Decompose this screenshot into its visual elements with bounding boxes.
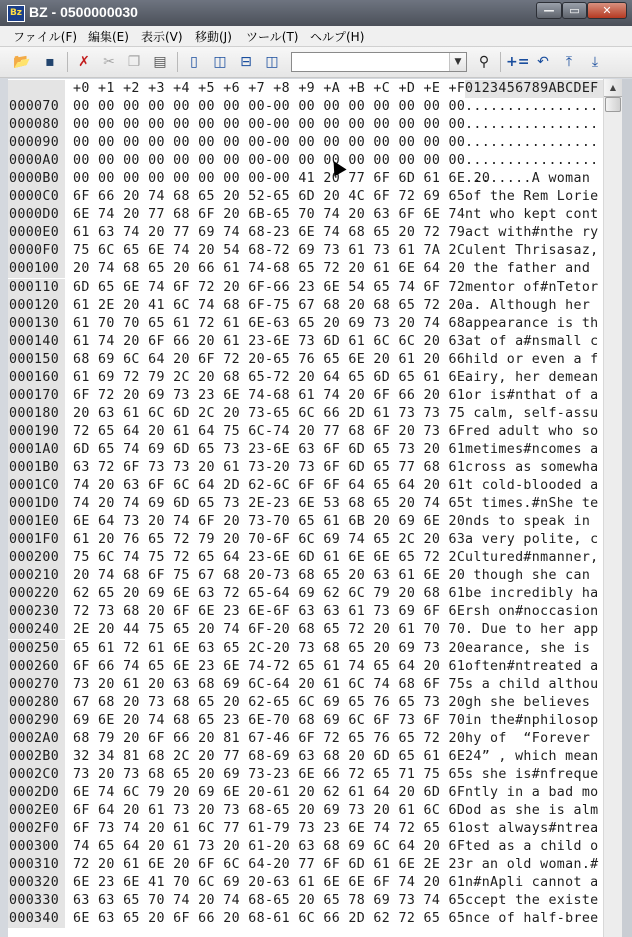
row-hex-bytes[interactable]: 20 74 68 6F 75 67 68 20-73 68 65 20 63 61 6E 20 (73, 568, 466, 584)
row-hex-bytes[interactable]: 74 65 64 20 61 73 20 61-20 63 68 69 6C 64 20 6F (73, 839, 466, 855)
row-address: 000170 (8, 387, 65, 405)
row-address: 000270 (8, 676, 65, 694)
row-ascii-text[interactable]: a. Although her (465, 297, 599, 313)
row-address: 000100 (8, 260, 65, 278)
view-split-v-icon[interactable]: ◫ (213, 54, 227, 70)
row-hex-bytes[interactable]: 73 20 61 20 63 68 69 6C-64 20 61 6C 74 68 6F 75 (73, 676, 466, 692)
row-ascii-text[interactable]: appearance is th (465, 315, 599, 331)
row-hex-bytes[interactable]: 67 68 20 73 68 65 20 62-65 6C 69 65 76 65 73 20 (73, 694, 466, 710)
row-hex-bytes[interactable]: 00 00 00 00 00 00 00 00-00 00 00 00 00 00 00 00 (73, 99, 466, 114)
menu-edit[interactable]: 編集(E) (88, 30, 129, 44)
hex-row[interactable] (8, 766, 611, 784)
row-ascii-text[interactable]: ost always#ntrea (465, 821, 599, 836)
row-hex-bytes[interactable]: 00 00 00 00 00 00 00 00-00 41 20 77 6F 6D 61 6E 20 (73, 171, 491, 187)
hex-row[interactable] (8, 730, 611, 748)
vertical-scrollbar[interactable] (603, 79, 622, 937)
row-hex-bytes[interactable]: 6E 74 20 77 68 6F 20 6B-65 70 74 20 63 6F 6E 74 (73, 207, 466, 223)
row-hex-bytes[interactable]: 61 74 20 6F 66 20 61 23-6E 73 6D 61 6C 6C 20 63 (73, 333, 466, 349)
hex-row[interactable] (8, 856, 611, 874)
row-hex-bytes[interactable]: 61 63 74 20 77 69 74 68-23 6E 74 68 65 20 72 79 (73, 225, 466, 241)
row-ascii-text[interactable]: metimes#ncomes a (465, 441, 599, 457)
row-ascii-text[interactable]: though she can (465, 568, 599, 584)
ascii-column-header: 0123456789ABCDEF (465, 80, 603, 98)
row-address: 000180 (8, 405, 65, 423)
hex-row[interactable] (8, 603, 611, 621)
hex-row[interactable] (8, 531, 611, 549)
row-address: 0000A0 (8, 152, 65, 170)
row-ascii-text[interactable]: . Due to her app (465, 622, 599, 638)
row-address: 0001C0 (8, 477, 65, 495)
menu-view[interactable]: 表示(V) (141, 30, 183, 44)
toolbar-separator (500, 52, 501, 72)
row-hex-bytes[interactable]: 61 2E 20 41 6C 74 68 6F-75 67 68 20 68 65 72 20 (73, 297, 466, 313)
hex-row[interactable] (8, 820, 611, 838)
row-address: 0001A0 (8, 441, 65, 459)
row-hex-bytes[interactable]: 74 20 74 69 6D 65 73 2E-23 6E 53 68 65 20 74 65 (73, 496, 466, 512)
scroll-up-icon[interactable]: ▲ (604, 79, 622, 97)
row-address: 000080 (8, 116, 65, 134)
save-icon[interactable]: ▪ (45, 54, 55, 70)
chevron-down-icon[interactable]: ▼ (449, 53, 466, 71)
row-ascii-text[interactable]: mentor of#nTetor (465, 279, 599, 295)
row-ascii-text[interactable]: the father and (465, 261, 599, 277)
copy-icon[interactable]: ❐ (127, 54, 141, 70)
hex-row[interactable] (8, 351, 611, 369)
row-ascii-text[interactable]: earance, she is (465, 640, 599, 656)
row-address: 000280 (8, 694, 65, 712)
menu-file[interactable]: ファイル(F) (13, 30, 78, 44)
row-ascii-text[interactable]: s a child althou (465, 676, 599, 692)
search-input[interactable] (292, 53, 450, 71)
row-hex-bytes[interactable]: 6E 64 73 20 74 6F 20 73-70 65 61 6B 20 69 6E 20 (73, 514, 466, 530)
row-hex-bytes[interactable]: 68 79 20 6F 66 20 81 67-46 6F 72 65 76 65 72 20 (73, 730, 466, 746)
row-hex-bytes[interactable]: 69 6E 20 74 68 65 23 6E-70 68 69 6C 6F 73 6F 70 (73, 712, 466, 728)
row-ascii-text[interactable]: hild or even a f (465, 351, 599, 367)
row-hex-bytes[interactable]: 6E 74 6C 79 20 69 6E 20-61 20 62 61 64 20 6D 6F (73, 784, 466, 800)
jump-bottom-icon[interactable]: ⤓ (591, 54, 599, 70)
row-ascii-text[interactable]: act with#nthe ry (465, 225, 599, 241)
row-address: 0002F0 (8, 820, 65, 838)
row-hex-bytes[interactable]: 63 72 6F 73 73 20 61 73-20 73 6F 6D 65 77 68 61 (73, 460, 466, 475)
row-address: 000190 (8, 423, 65, 441)
row-address: 000090 (8, 134, 65, 152)
hex-row[interactable] (8, 297, 611, 315)
jump-top-icon[interactable]: ⤒ (565, 54, 573, 70)
row-ascii-text[interactable]: gh she believes (465, 694, 599, 710)
close-button[interactable]: ✕ (587, 2, 627, 19)
row-hex-bytes[interactable]: 6F 73 74 20 61 6C 77 61-79 73 23 6E 74 72 65 61 (73, 821, 466, 836)
row-address: 000260 (8, 658, 65, 676)
row-hex-bytes[interactable]: 72 65 64 20 61 64 75 6C-74 20 77 68 6F 20 73 6F (73, 423, 466, 439)
row-ascii-text[interactable]: be incredibly ha (465, 586, 599, 602)
row-address: 000330 (8, 892, 65, 910)
row-hex-bytes[interactable]: 61 20 76 65 72 79 20 70-6F 6C 69 74 65 2C 20 63 (73, 532, 466, 548)
row-address: 000340 (8, 910, 65, 928)
row-ascii-text[interactable]: ntly in a bad mo (465, 784, 599, 800)
row-ascii-text[interactable]: nt who kept cont (465, 207, 599, 223)
row-address: 0001D0 (8, 495, 65, 513)
row-address: 000230 (8, 603, 65, 621)
row-ascii-text[interactable]: ultured#nmanner, (465, 550, 599, 566)
row-hex-bytes[interactable]: 00 00 00 00 00 00 00 00-00 00 00 00 00 00 00 00 (73, 135, 466, 151)
row-ascii-text[interactable]: 24” , which mean (465, 748, 599, 764)
row-hex-bytes[interactable]: 6D 65 74 69 6D 65 73 23-6E 63 6F 6D 65 73 20 61 (73, 441, 466, 457)
view-split-h-icon[interactable]: ⊟ (240, 54, 252, 70)
row-address: 000210 (8, 567, 65, 585)
row-address: 0002A0 (8, 730, 65, 748)
hex-row[interactable] (8, 910, 611, 928)
row-ascii-text[interactable]: ulent Thrisasaz, (465, 243, 599, 259)
row-ascii-text[interactable]: often#ntreated a (465, 658, 599, 674)
row-ascii-text[interactable]: ................ (465, 153, 599, 169)
row-hex-bytes[interactable]: 6F 66 74 65 6E 23 6E 74-72 65 61 74 65 64 20 61 (73, 658, 466, 674)
row-ascii-text[interactable]: red adult who so (465, 423, 599, 439)
row-hex-bytes[interactable]: 74 20 63 6F 6C 64 2D 62-6C 6F 6F 64 65 64 20 61 (73, 478, 466, 494)
row-hex-bytes[interactable]: 2E 20 44 75 65 20 74 6F-20 68 65 72 20 61 70 70 (73, 622, 466, 638)
row-hex-bytes[interactable]: 62 65 20 69 6E 63 72 65-64 69 62 6C 79 20 68 61 (73, 586, 466, 602)
hex-row[interactable] (8, 585, 611, 603)
row-ascii-text[interactable]: ccept the existe (465, 893, 599, 909)
row-ascii-text[interactable]: ................ (465, 99, 599, 114)
row-hex-bytes[interactable]: 61 70 70 65 61 72 61 6E-63 65 20 69 73 20 74 68 (73, 315, 466, 331)
row-address: 000220 (8, 585, 65, 603)
row-hex-bytes[interactable]: 6E 23 6E 41 70 6C 69 20-63 61 6E 6E 6F 74 20 61 (73, 875, 466, 891)
row-address: 0002D0 (8, 784, 65, 802)
menu-help[interactable]: ヘルプ(H) (310, 30, 365, 44)
hex-row[interactable] (8, 477, 611, 495)
row-address: 000140 (8, 333, 65, 351)
row-address: 000240 (8, 621, 65, 639)
row-hex-bytes[interactable]: 20 63 61 6C 6D 2C 20 73-65 6C 66 2D 61 73 73 75 (73, 405, 466, 421)
row-ascii-text[interactable]: n#nApli cannot a (465, 875, 599, 891)
hex-row[interactable] (8, 260, 611, 278)
open-folder-icon[interactable]: 📂 (13, 54, 31, 70)
hex-row[interactable] (8, 892, 611, 910)
row-ascii-text[interactable]: nds to speak in (465, 514, 599, 530)
hex-row[interactable] (8, 838, 611, 856)
cut-icon[interactable]: ✂ (103, 54, 115, 70)
hex-row[interactable] (8, 640, 611, 658)
hex-view[interactable] (8, 79, 611, 937)
row-ascii-text[interactable]: cross as somewha (465, 460, 599, 475)
row-address: 000250 (8, 640, 65, 658)
row-address: 000160 (8, 369, 65, 387)
search-combobox[interactable] (291, 52, 467, 72)
hex-row[interactable] (8, 170, 611, 188)
row-hex-bytes[interactable]: 6F 64 20 61 73 20 73 68-65 20 69 73 20 61 6C 6D (73, 802, 466, 818)
row-hex-bytes[interactable]: 32 34 81 68 2C 20 77 68-69 63 68 20 6D 65 61 6E (73, 748, 466, 764)
row-address: 000320 (8, 874, 65, 892)
row-hex-bytes[interactable]: 63 63 65 70 74 20 74 68-65 20 65 78 69 73 74 65 (73, 893, 466, 909)
row-ascii-text[interactable]: of the Rem Lorie (465, 189, 599, 205)
row-ascii-text[interactable]: a very polite, c (465, 532, 599, 548)
row-address: 000070 (8, 98, 65, 116)
hex-row[interactable] (8, 387, 611, 405)
hex-row[interactable] (8, 98, 611, 116)
row-hex-bytes[interactable]: 72 73 68 20 6F 6E 23 6E-6F 63 63 61 73 69 6F 6E (73, 604, 466, 620)
menu-move[interactable]: 移動(J) (195, 30, 232, 44)
offset-header-cell (8, 80, 65, 98)
hex-row[interactable] (8, 134, 611, 152)
hex-row[interactable] (8, 621, 611, 639)
row-address: 0002B0 (8, 748, 65, 766)
hex-row[interactable] (8, 513, 611, 531)
row-hex-bytes[interactable]: 6F 72 20 69 73 23 6E 74-68 61 74 20 6F 66 20 61 (73, 387, 466, 403)
hex-row[interactable] (8, 279, 611, 297)
row-address: 0001F0 (8, 531, 65, 549)
row-address: 000200 (8, 549, 65, 567)
maximize-button[interactable]: ▭ (562, 2, 587, 19)
row-ascii-text[interactable]: ................ (465, 135, 599, 151)
row-ascii-text[interactable]: in the#nphilosop (465, 712, 599, 728)
hex-row[interactable] (8, 369, 611, 387)
scroll-thumb[interactable] (605, 97, 621, 112)
hex-row[interactable] (8, 242, 611, 260)
row-address: 000290 (8, 712, 65, 730)
row-address: 0000C0 (8, 188, 65, 206)
toolbar-separator (177, 52, 178, 72)
row-ascii-text[interactable]: r an old woman.# (465, 857, 599, 873)
row-address: 000310 (8, 856, 65, 874)
row-ascii-text[interactable]: ........A woman (465, 171, 599, 187)
title-bar[interactable] (0, 0, 632, 26)
row-address: 0000E0 (8, 224, 65, 242)
row-ascii-text[interactable]: hy of “Forever (465, 730, 599, 746)
hex-row[interactable] (8, 315, 611, 333)
hex-row[interactable] (8, 333, 611, 351)
row-hex-bytes[interactable]: 6E 63 65 20 6F 66 20 68-61 6C 66 2D 62 72 65 65 (73, 911, 466, 927)
row-ascii-text[interactable]: or is#nthat of a (465, 387, 599, 403)
view-compare-icon[interactable]: ◫ (265, 54, 279, 70)
row-hex-bytes[interactable]: 75 6C 65 6E 74 20 54 68-72 69 73 61 73 61 7A 2C (73, 243, 466, 259)
hex-row[interactable] (8, 748, 611, 766)
row-address: 0000B0 (8, 170, 65, 188)
hex-row[interactable] (8, 495, 611, 513)
paste-icon[interactable]: ▤ (153, 54, 167, 70)
row-address: 0001E0 (8, 513, 65, 531)
row-hex-bytes[interactable]: 00 00 00 00 00 00 00 00-00 00 00 00 00 00 00 00 (73, 153, 466, 169)
hex-row[interactable] (8, 784, 611, 802)
row-ascii-text[interactable]: nce of half-bree (465, 911, 599, 927)
row-hex-bytes[interactable]: 73 20 73 68 65 20 69 73-23 6E 66 72 65 71 75 65 (73, 766, 466, 782)
menu-tools[interactable]: ツール(T) (246, 30, 299, 44)
row-ascii-text[interactable]: calm, self-assu (465, 405, 599, 421)
row-hex-bytes[interactable]: 75 6C 74 75 72 65 64 23-6E 6D 61 6E 6E 65 72 2C (73, 550, 466, 566)
row-ascii-text[interactable]: rsh on#noccasion (465, 604, 599, 620)
toolbar-separator (67, 52, 68, 72)
row-hex-bytes[interactable]: 68 69 6C 64 20 6F 72 20-65 76 65 6E 20 61 20 66 (73, 351, 466, 367)
hex-column-header: +0 +1 +2 +3 +4 +5 +6 +7 +8 +9 +A +B +C +D +E +F (73, 81, 466, 96)
hex-row[interactable] (8, 874, 611, 892)
window-frame (622, 79, 632, 937)
row-address: 000150 (8, 351, 65, 369)
row-address: 0000D0 (8, 206, 65, 224)
hex-row[interactable] (8, 658, 611, 676)
row-ascii-text[interactable]: od as she is alm (465, 802, 599, 818)
hex-row[interactable] (8, 206, 611, 224)
row-address: 0001B0 (8, 459, 65, 477)
app-icon[interactable]: Bz (7, 5, 25, 22)
row-hex-bytes[interactable]: 00 00 00 00 00 00 00 00-00 00 00 00 00 00 00 00 (73, 117, 466, 133)
row-ascii-text[interactable]: t cold-blooded a (465, 478, 599, 494)
row-hex-bytes[interactable]: 6F 66 20 74 68 65 20 52-65 6D 20 4C 6F 72 69 65 (73, 189, 466, 205)
row-hex-bytes[interactable]: 61 69 72 79 2C 20 68 65-72 20 64 65 6D 65 61 6E (73, 369, 466, 385)
undo-icon[interactable]: ↶ (537, 54, 549, 70)
row-address: 000300 (8, 838, 65, 856)
row-ascii-text[interactable]: at of a#nsmall c (465, 333, 599, 349)
hex-row[interactable] (8, 152, 611, 170)
goto-plus-equals-icon[interactable]: += (506, 54, 530, 70)
row-address: 000110 (8, 279, 65, 297)
menu-bar (0, 26, 632, 47)
hex-row[interactable] (8, 441, 611, 459)
row-address: 0002E0 (8, 802, 65, 820)
row-address: 000130 (8, 315, 65, 333)
hex-row[interactable] (8, 116, 611, 134)
hex-row[interactable] (8, 459, 611, 477)
row-address: 000120 (8, 297, 65, 315)
row-address: 0002C0 (8, 766, 65, 784)
row-ascii-text[interactable]: s she is#nfreque (465, 766, 599, 782)
row-hex-bytes[interactable]: 72 20 61 6E 20 6F 6C 64-20 77 6F 6D 61 6E 2E 23 (73, 857, 466, 873)
hex-row[interactable] (8, 802, 611, 820)
window-title: BZ - 0500000030 (29, 4, 138, 20)
row-ascii-text[interactable]: t times.#nShe te (465, 496, 599, 512)
find-binoculars-icon[interactable]: ⚲ (478, 54, 490, 70)
minimize-button[interactable]: — (536, 2, 562, 19)
row-hex-bytes[interactable]: 6D 65 6E 74 6F 72 20 6F-66 23 6E 54 65 74 6F 72 (73, 279, 466, 295)
hex-row[interactable] (8, 567, 611, 585)
row-address: 0000F0 (8, 242, 65, 260)
hex-row[interactable] (8, 712, 611, 730)
hex-row[interactable] (8, 188, 611, 206)
column-header-row (8, 80, 611, 97)
row-hex-bytes[interactable]: 20 74 68 65 20 66 61 74-68 65 72 20 61 6E 64 20 (73, 261, 466, 277)
hex-row[interactable] (8, 405, 611, 423)
view-single-icon[interactable]: ▯ (190, 54, 198, 70)
row-ascii-text[interactable]: airy, her demean (465, 369, 599, 385)
row-hex-bytes[interactable]: 65 61 72 61 6E 63 65 2C-20 73 68 65 20 69 73 20 (73, 640, 466, 656)
hex-row[interactable] (8, 549, 611, 567)
hex-row[interactable] (8, 423, 611, 441)
hex-row[interactable] (8, 694, 611, 712)
hex-row[interactable] (8, 676, 611, 694)
row-ascii-text[interactable]: ted as a child o (465, 839, 599, 855)
delete-icon[interactable]: ✗ (78, 54, 90, 70)
hex-row[interactable] (8, 224, 611, 242)
row-ascii-text[interactable]: ................ (465, 117, 599, 133)
